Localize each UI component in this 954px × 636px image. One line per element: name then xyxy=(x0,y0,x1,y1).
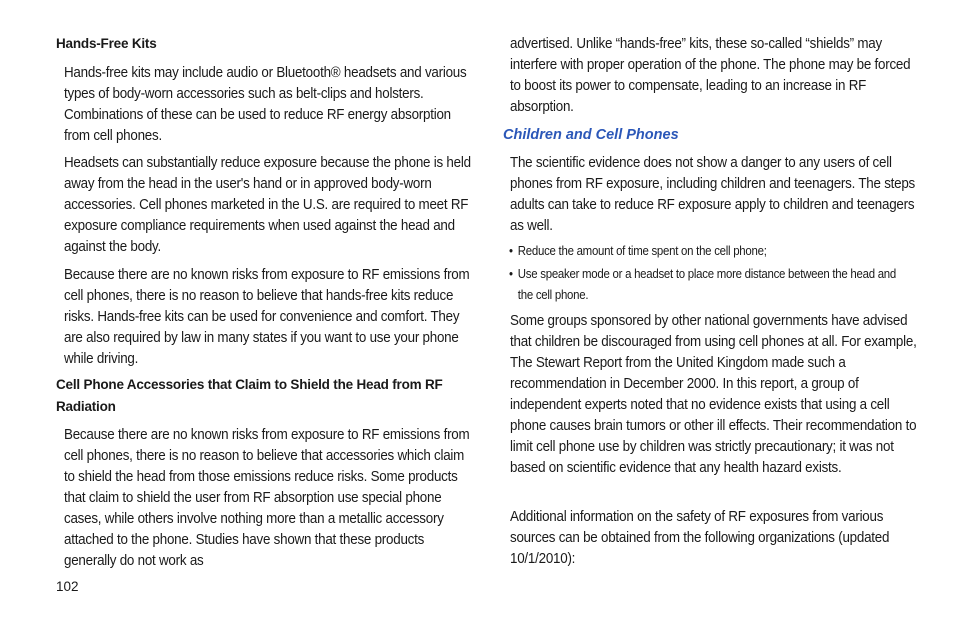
bullet-list xyxy=(509,240,954,305)
paragraph-shield-accessories: Because there are no known risks from exposure to RF emissions from cell phones, there is no reason to believe that accessories which claim to shield the head from those emissions reduce risks. Some products that claim to shield the user from RF absorption use special phone cases, while others involve nothing more than a metallic accessory attached to the phone. Studies have shown that these products generally do not work as xyxy=(64,427,470,569)
list-item: • Reduce the amount of time spent on the cell phone; xyxy=(509,240,905,261)
paragraph-headsets: Headsets can substantially reduce exposure because the phone is held away from the head in the user's hand or in approved body-worn accessories. Cell phones marketed in the U.S. are required to meet RF exposure compliance requirements when used against the head and against the body. xyxy=(64,155,471,255)
heading-children-cell-phones: Children and Cell Phones xyxy=(503,127,679,143)
paragraph-stewart-report: Some groups sponsored by other national governments have advised that children be discouraged from using cell phones at all. For example, The Stewart Report from the United Kingdom made such a recommendation in December 2000. In this report, a group of independent experts noted that no evidence exists that using a cell phone causes brain tumors or other ill effects. Their recommendation to limit cell phone use by children was strictly precautionary; it was not based on scientific evidence that any health hazard exists. xyxy=(510,313,917,476)
page-number: 102 xyxy=(56,579,79,594)
paragraph-additional-info: Additional information on the safety of RF exposures from various sources can be obtained from the following organizations (updated 10/1/2010): xyxy=(510,509,890,567)
paragraph-children-evidence: The scientific evidence does not show a danger to any users of cell phones from RF exposure, including children and teenagers. The steps adults can take to reduce RF exposure apply to children and teenagers as well. xyxy=(510,155,916,234)
list-item: • Use speaker mode or a headset to place more distance between the head and the cell phone. xyxy=(509,263,905,305)
paragraph-hands-free-intro: Hands-free kits may include audio or Bluetooth® headsets and various types of body-worn accessories such as belt-clips and holsters. Combinations of these can be used to reduce RF energy absorption from cell phones. xyxy=(64,65,467,144)
heading-shield-accessories: Cell Phone Accessories that Claim to Shield the Head from RF Radiation xyxy=(56,377,443,414)
paragraph-hands-free-risks: Because there are no known risks from exposure to RF emissions from cell phones, there is no reason to believe that hands-free kits reduce risks. Hands-free kits can be used for convenience and comfort. They are also required by law in many states if you want to use your phone while driving. xyxy=(64,267,470,367)
heading-hands-free-kits: Hands-Free Kits xyxy=(56,36,157,51)
paragraph-shields-continued: advertised. Unlike “hands-free” kits, these so-called “shields” may interfere with proper operation of the phone. The phone may be forced to boost its power to compensate, leading to an increase in RF absorption. xyxy=(510,36,911,115)
